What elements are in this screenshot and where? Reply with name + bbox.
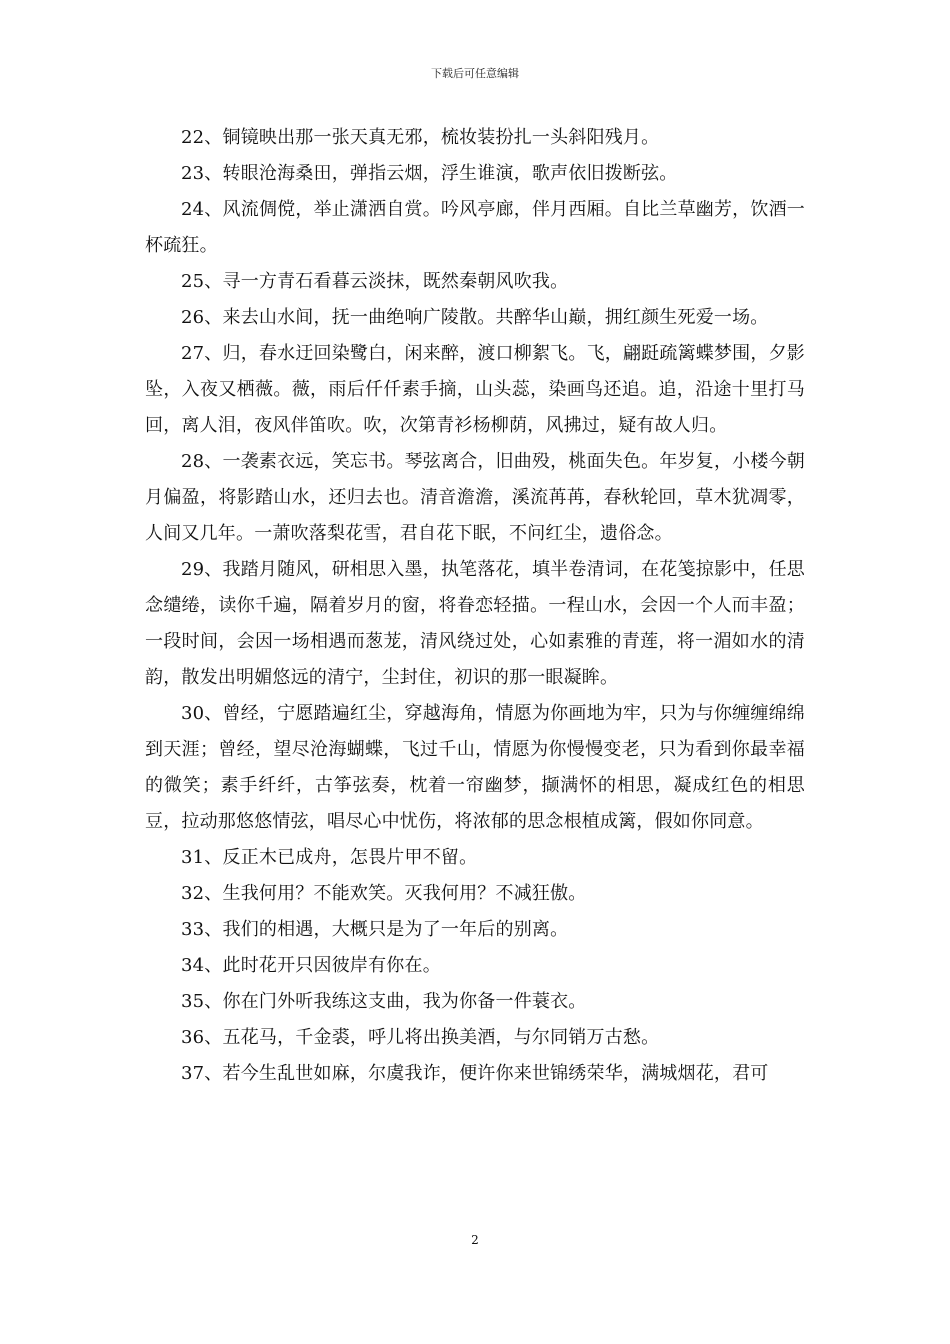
paragraph-35: 35、你在门外听我练这支曲，我为你备一件蓑衣。 xyxy=(181,991,587,1012)
paragraph-25: 25、寻一方青石看暮云淡抹，既然秦朝风吹我。 xyxy=(181,271,569,292)
paragraph-30: 30、曾经，宁愿踏遍红尘，穿越海角，情愿为你画地为牢，只为与你缠缠绵绵到天涯；曾经，望尽沧海蝴蝶，飞过千山，情愿为你慢慢变老，只为看到你最幸福的微笑；素手纤纤，古筝弦奏，枕着一帘幽梦，撷满怀的相思，凝成红色的相思豆，拉动那悠悠情弦，唱尽心中忧伤，将浓郁的思念根植成篱，假如你同意。 xyxy=(145,703,805,832)
paragraph-27: 27、归，春水迂回染鹭白，闲来醉，渡口柳絮飞。飞，翩跹疏篱蝶梦围，夕影坠，入夜又栖薇。薇，雨后仟仟素手摘，山头蕊，染画鸟还追。追，沿途十里打马回，离人泪，夜风伴笛吹。吹，次第青衫杨柳荫，风拂过，疑有故人归。 xyxy=(145,343,805,436)
paragraph-24: 24、风流倜傥，举止潇洒自赏。吟风亭廊，伴月西厢。自比兰草幽芳，饮酒一杯疏狂。 xyxy=(145,199,805,256)
paragraph-29: 29、我踏月随风，研相思入墨，执笔落花，填半卷清词，在花笺掠影中，任思念缱绻，读你千遍，隔着岁月的窗，将眷恋轻描。一程山水，会因一个人而丰盈；一段时间，会因一场相遇而葱茏，清风绕过处，心如素雅的青莲，将一湄如水的清韵，散发出明媚悠远的清宁，尘封住，初识的那一眼凝眸。 xyxy=(145,559,805,688)
paragraph-26: 26、来去山水间，抚一曲绝响广陵散。共醉华山巅，拥红颜生死爱一场。 xyxy=(181,307,769,328)
paragraph-36: 36、五花马，千金裘，呼儿将出换美酒，与尔同销万古愁。 xyxy=(181,1027,660,1048)
paragraph-22: 22、铜镜映出那一张天真无邪，梳妆装扮扎一头斜阳残月。 xyxy=(181,127,660,148)
paragraph-34: 34、此时花开只因彼岸有你在。 xyxy=(181,955,441,976)
paragraph-28: 28、一袭素衣远，笑忘书。琴弦离合，旧曲殁，桃面失色。年岁复，小楼今朝月偏盈，将影踏山水，还归去也。清音澹澹，溪流苒苒，春秋轮回，草木犹凋零，人间又几年。一萧吹落梨花雪，君自花下眠，不问红尘，遗俗念。 xyxy=(145,451,805,544)
paragraph-31: 31、反正木已成舟，怎畏片甲不留。 xyxy=(181,847,478,868)
paragraph-37: 37、若今生乱世如麻，尔虞我诈，便许你来世锦绣荣华，满城烟花，君可 xyxy=(181,1063,769,1084)
paragraph-23: 23、转眼沧海桑田，弹指云烟，浮生谁演，歌声依旧拨断弦。 xyxy=(181,163,678,184)
paragraph-33: 33、我们的相遇，大概只是为了一年后的别离。 xyxy=(181,919,569,940)
paragraph-32: 32、生我何用？不能欢笑。灭我何用？不减狂傲。 xyxy=(181,883,587,904)
document-body xyxy=(145,120,805,1092)
page-number: 2 xyxy=(471,1233,479,1247)
page-header: 下载后可任意编辑 xyxy=(431,67,519,80)
